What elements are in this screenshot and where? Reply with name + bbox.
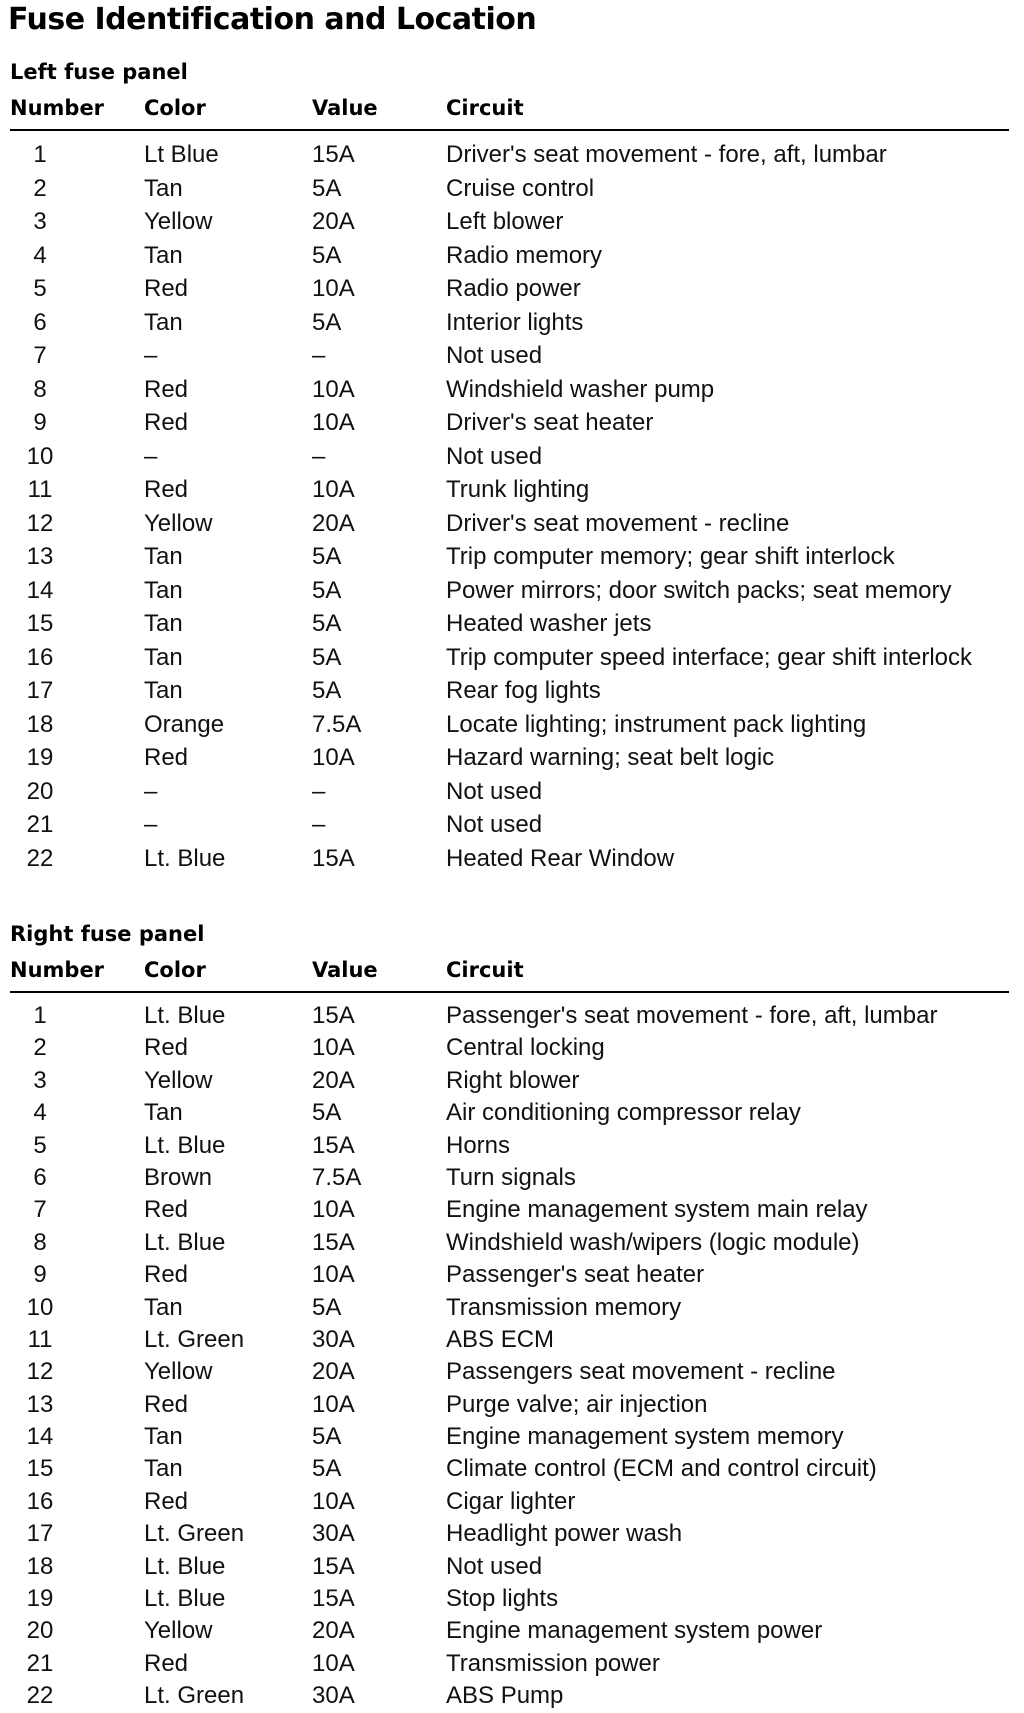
fuse-circuit: Engine management system memory bbox=[446, 1423, 844, 1451]
fuse-value: 10A bbox=[312, 375, 355, 403]
fuse-value: 10A bbox=[312, 1034, 355, 1062]
fuse-circuit: Locate lighting; instrument pack lighting bbox=[446, 710, 867, 738]
fuse-color: Lt Blue bbox=[144, 141, 219, 168]
fuse-value: 10A bbox=[312, 1196, 355, 1224]
fuse-color: Lt. Blue bbox=[144, 844, 226, 872]
fuse-number: 11 bbox=[27, 476, 53, 503]
fuse-value: 15A bbox=[312, 1002, 355, 1029]
fuse-number: 9 bbox=[33, 1261, 47, 1289]
table-row bbox=[0, 1421, 1024, 1453]
fuse-color: Tan bbox=[144, 1423, 183, 1451]
table-row bbox=[0, 607, 1024, 641]
fuse-color: – bbox=[144, 811, 158, 838]
fuse-value: 5A bbox=[312, 1455, 342, 1483]
fuse-number: 12 bbox=[26, 1358, 54, 1386]
table-row bbox=[0, 406, 1024, 440]
fuse-number: 6 bbox=[33, 308, 47, 336]
fuse-circuit: Not used bbox=[446, 342, 543, 369]
fuse-circuit: Radio memory bbox=[446, 241, 603, 269]
fuse-value: 10A bbox=[312, 275, 355, 302]
fuse-number: 3 bbox=[33, 1066, 47, 1094]
fuse-circuit: Rear fog lights bbox=[446, 677, 601, 704]
fuse-circuit: Right blower bbox=[446, 1066, 580, 1094]
table-row bbox=[0, 808, 1024, 842]
table-row bbox=[0, 1615, 1024, 1647]
fuse-color: Lt. Blue bbox=[144, 1131, 226, 1159]
fuse-circuit: Windshield wash/wipers (logic module) bbox=[446, 1228, 860, 1256]
table-row bbox=[0, 1680, 1024, 1712]
fuse-number: 18 bbox=[26, 710, 54, 738]
fuse-circuit: ABS Pump bbox=[446, 1682, 564, 1710]
fuse-color: Red bbox=[144, 1390, 189, 1418]
column-header-value: Value bbox=[312, 96, 378, 120]
table-row bbox=[0, 1000, 1024, 1032]
table-row bbox=[0, 641, 1024, 675]
column-header-circuit: Circuit bbox=[446, 96, 524, 120]
fuse-color: – bbox=[144, 442, 158, 470]
fuse-number: 1 bbox=[33, 1002, 47, 1029]
fuse-number: 4 bbox=[33, 1099, 47, 1127]
fuse-color: Red bbox=[144, 375, 189, 403]
table-row bbox=[0, 574, 1024, 608]
table-row bbox=[0, 306, 1024, 340]
fuse-color: – bbox=[144, 777, 158, 805]
fuse-color: Lt. Blue bbox=[144, 1228, 226, 1256]
table-row bbox=[0, 1130, 1024, 1162]
fuse-circuit: Passenger's seat heater bbox=[446, 1261, 705, 1289]
fuse-color: Tan bbox=[144, 543, 183, 570]
fuse-color: Yellow bbox=[144, 509, 213, 537]
fuse-color: Lt. Blue bbox=[144, 1585, 226, 1613]
fuse-circuit: Radio power bbox=[446, 275, 581, 302]
fuse-circuit: Driver's seat movement - fore, aft, lumbar bbox=[446, 141, 887, 168]
fuse-value: – bbox=[312, 442, 326, 470]
table-row bbox=[0, 1583, 1024, 1615]
fuse-circuit: Hazard warning; seat belt logic bbox=[446, 744, 775, 771]
fuse-color: Red bbox=[144, 1487, 189, 1515]
fuse-number: 2 bbox=[33, 174, 47, 202]
fuse-number: 17 bbox=[26, 1520, 54, 1548]
fuse-value: 30A bbox=[312, 1325, 355, 1353]
fuse-color: Red bbox=[144, 476, 189, 503]
fuse-circuit: Horns bbox=[446, 1131, 511, 1159]
fuse-color: Lt. Green bbox=[144, 1325, 245, 1353]
fuse-color: Brown bbox=[144, 1163, 213, 1191]
fuse-number: 2 bbox=[33, 1034, 47, 1062]
fuse-number: 1 bbox=[33, 141, 47, 168]
table-row bbox=[0, 507, 1024, 541]
column-header-color: Color bbox=[144, 96, 206, 120]
table-row bbox=[0, 1194, 1024, 1226]
fuse-circuit: Climate control (ECM and control circuit) bbox=[446, 1455, 877, 1483]
table-row bbox=[0, 205, 1024, 239]
table-row bbox=[0, 440, 1024, 474]
fuse-color: Yellow bbox=[144, 1066, 213, 1094]
fuse-value: 15A bbox=[312, 1585, 355, 1613]
table-row bbox=[0, 1389, 1024, 1421]
fuse-color: Lt. Green bbox=[144, 1682, 245, 1710]
fuse-circuit: Driver's seat heater bbox=[446, 409, 654, 436]
table-row bbox=[0, 239, 1024, 273]
fuse-number: 19 bbox=[26, 744, 54, 771]
fuse-color: Red bbox=[144, 744, 189, 771]
table-row bbox=[0, 775, 1024, 809]
left-panel-title: Left fuse panel bbox=[10, 60, 188, 84]
fuse-circuit: Heated washer jets bbox=[446, 610, 652, 637]
column-header-color: Color bbox=[144, 958, 206, 982]
fuse-color: Tan bbox=[144, 174, 183, 202]
fuse-number: 21 bbox=[26, 811, 54, 838]
fuse-circuit: Driver's seat movement - recline bbox=[446, 509, 790, 537]
fuse-circuit: Stop lights bbox=[446, 1585, 559, 1613]
fuse-number: 9 bbox=[33, 409, 47, 436]
fuse-color: Lt. Blue bbox=[144, 1552, 226, 1580]
fuse-number: 13 bbox=[26, 543, 54, 570]
fuse-value: 20A bbox=[312, 509, 355, 537]
fuse-number: 22 bbox=[26, 1682, 54, 1710]
table-row bbox=[0, 842, 1024, 876]
fuse-circuit: Power mirrors; door switch packs; seat memory bbox=[446, 576, 952, 604]
fuse-value: 5A bbox=[312, 610, 342, 637]
table-row bbox=[0, 1518, 1024, 1550]
fuse-color: Tan bbox=[144, 643, 183, 671]
fuse-value: 5A bbox=[312, 677, 342, 704]
table-row bbox=[0, 1486, 1024, 1518]
fuse-circuit: Not used bbox=[446, 1552, 543, 1580]
fuse-circuit: Not used bbox=[446, 811, 543, 838]
column-header-circuit: Circuit bbox=[446, 958, 524, 982]
table-row bbox=[0, 373, 1024, 407]
fuse-value: 15A bbox=[312, 1552, 355, 1580]
fuse-color: Tan bbox=[144, 241, 183, 269]
fuse-color: Yellow bbox=[144, 1358, 213, 1386]
fuse-circuit: Transmission power bbox=[446, 1649, 660, 1677]
table-row bbox=[0, 1324, 1024, 1356]
fuse-number: 5 bbox=[33, 275, 47, 302]
fuse-number: 6 bbox=[33, 1163, 47, 1191]
right-fuse-table bbox=[0, 1000, 1024, 1713]
fuse-number: 19 bbox=[26, 1585, 54, 1613]
fuse-value: 10A bbox=[312, 1390, 355, 1418]
table-row bbox=[0, 1162, 1024, 1194]
fuse-value: 7.5A bbox=[312, 710, 362, 738]
fuse-circuit: Windshield washer pump bbox=[446, 375, 715, 403]
fuse-number: 8 bbox=[33, 1228, 47, 1256]
fuse-number: 22 bbox=[26, 844, 54, 872]
fuse-color: Red bbox=[144, 275, 189, 302]
fuse-circuit: Trunk lighting bbox=[446, 476, 590, 503]
fuse-circuit: Engine management system main relay bbox=[446, 1196, 868, 1224]
table-row bbox=[0, 1292, 1024, 1324]
table-row bbox=[0, 1032, 1024, 1064]
column-header-number: Number bbox=[10, 96, 105, 120]
fuse-number: 13 bbox=[26, 1390, 54, 1418]
fuse-number: 16 bbox=[26, 643, 54, 671]
fuse-number: 10 bbox=[26, 442, 54, 470]
fuse-value: 5A bbox=[312, 174, 342, 202]
fuse-circuit: ABS ECM bbox=[446, 1325, 555, 1353]
fuse-number: 18 bbox=[26, 1552, 54, 1580]
fuse-value: 20A bbox=[312, 208, 355, 235]
fuse-color: Tan bbox=[144, 1099, 183, 1127]
fuse-color: Tan bbox=[144, 610, 183, 637]
fuse-color: Lt. Green bbox=[144, 1520, 245, 1548]
fuse-value: 10A bbox=[312, 409, 355, 436]
fuse-value: 15A bbox=[312, 1228, 355, 1256]
fuse-number: 7 bbox=[33, 342, 47, 369]
fuse-number: 8 bbox=[33, 375, 47, 403]
fuse-number: 15 bbox=[26, 1455, 54, 1483]
right-panel-title: Right fuse panel bbox=[10, 922, 205, 946]
table-row bbox=[0, 1065, 1024, 1097]
fuse-circuit: Transmission memory bbox=[446, 1293, 682, 1321]
fuse-circuit: Trip computer memory; gear shift interlock bbox=[446, 543, 895, 570]
table-row bbox=[0, 1227, 1024, 1259]
fuse-value: – bbox=[312, 777, 326, 805]
fuse-color: Lt. Blue bbox=[144, 1002, 226, 1029]
fuse-circuit: Purge valve; air injection bbox=[446, 1390, 708, 1418]
table-row bbox=[0, 138, 1024, 172]
fuse-number: 17 bbox=[26, 677, 54, 704]
table-row bbox=[0, 272, 1024, 306]
fuse-number: 14 bbox=[26, 1423, 54, 1451]
fuse-color: Red bbox=[144, 1649, 189, 1677]
fuse-circuit: Central locking bbox=[446, 1034, 605, 1062]
table-row bbox=[0, 339, 1024, 373]
fuse-number: 20 bbox=[26, 1617, 54, 1645]
table-row bbox=[0, 708, 1024, 742]
fuse-number: 3 bbox=[33, 208, 47, 235]
fuse-circuit: Not used bbox=[446, 442, 543, 470]
fuse-circuit: Trip computer speed interface; gear shift interlock bbox=[446, 643, 973, 671]
fuse-number: 20 bbox=[26, 777, 54, 805]
table-row bbox=[0, 1356, 1024, 1388]
table-row bbox=[0, 674, 1024, 708]
fuse-value: 10A bbox=[312, 744, 355, 771]
table-row bbox=[0, 1648, 1024, 1680]
page-title: Fuse Identification and Location bbox=[8, 2, 537, 37]
header-divider bbox=[10, 129, 1009, 131]
fuse-color: Orange bbox=[144, 710, 225, 738]
fuse-value: 7.5A bbox=[312, 1163, 362, 1191]
column-header-number: Number bbox=[10, 958, 105, 982]
fuse-color: Tan bbox=[144, 308, 183, 336]
fuse-number: 14 bbox=[26, 576, 54, 604]
table-row bbox=[0, 473, 1024, 507]
fuse-circuit: Passenger's seat movement - fore, aft, lumbar bbox=[446, 1002, 938, 1029]
fuse-value: 15A bbox=[312, 1131, 355, 1159]
fuse-circuit: Passengers seat movement - recline bbox=[446, 1358, 836, 1386]
fuse-circuit: Turn signals bbox=[446, 1163, 576, 1191]
fuse-color: Tan bbox=[144, 677, 183, 704]
fuse-color: Yellow bbox=[144, 208, 213, 235]
fuse-value: 10A bbox=[312, 1649, 355, 1677]
fuse-number: 11 bbox=[27, 1325, 53, 1353]
fuse-circuit: Air conditioning compressor relay bbox=[446, 1099, 801, 1127]
fuse-value: 15A bbox=[312, 141, 355, 168]
fuse-number: 10 bbox=[26, 1293, 54, 1321]
fuse-value: 5A bbox=[312, 543, 342, 570]
fuse-color: Red bbox=[144, 1261, 189, 1289]
fuse-color: Yellow bbox=[144, 1617, 213, 1645]
fuse-circuit: Left blower bbox=[446, 208, 564, 235]
fuse-color: Red bbox=[144, 409, 189, 436]
header-divider bbox=[10, 991, 1009, 993]
fuse-number: 4 bbox=[33, 241, 47, 269]
fuse-number: 12 bbox=[26, 509, 54, 537]
fuse-value: 5A bbox=[312, 1293, 342, 1321]
table-row bbox=[0, 172, 1024, 206]
column-header-value: Value bbox=[312, 958, 378, 982]
fuse-color: Red bbox=[144, 1196, 189, 1224]
fuse-value: – bbox=[312, 342, 326, 369]
fuse-number: 16 bbox=[26, 1487, 54, 1515]
fuse-value: 15A bbox=[312, 844, 355, 872]
fuse-circuit: Interior lights bbox=[446, 308, 584, 336]
fuse-value: 30A bbox=[312, 1520, 355, 1548]
fuse-number: 7 bbox=[33, 1196, 47, 1224]
fuse-value: 10A bbox=[312, 1487, 355, 1515]
table-row bbox=[0, 741, 1024, 775]
fuse-value: 5A bbox=[312, 1423, 342, 1451]
fuse-number: 5 bbox=[33, 1131, 47, 1159]
fuse-value: 20A bbox=[312, 1066, 355, 1094]
fuse-value: 30A bbox=[312, 1682, 355, 1710]
fuse-color: Tan bbox=[144, 1455, 183, 1483]
fuse-value: – bbox=[312, 811, 326, 838]
fuse-value: 20A bbox=[312, 1358, 355, 1386]
fuse-value: 5A bbox=[312, 308, 342, 336]
fuse-number: 21 bbox=[26, 1649, 54, 1677]
table-row bbox=[0, 1097, 1024, 1129]
table-row bbox=[0, 1551, 1024, 1583]
fuse-circuit: Engine management system power bbox=[446, 1617, 823, 1645]
fuse-color: Tan bbox=[144, 1293, 183, 1321]
table-row bbox=[0, 540, 1024, 574]
fuse-value: 5A bbox=[312, 643, 342, 671]
fuse-value: 10A bbox=[312, 1261, 355, 1289]
left-fuse-table bbox=[0, 138, 1024, 875]
fuse-circuit: Cigar lighter bbox=[446, 1487, 576, 1515]
table-row bbox=[0, 1259, 1024, 1291]
fuse-value: 5A bbox=[312, 1099, 342, 1127]
fuse-value: 5A bbox=[312, 241, 342, 269]
fuse-value: 10A bbox=[312, 476, 355, 503]
fuse-color: – bbox=[144, 342, 158, 369]
fuse-circuit: Not used bbox=[446, 777, 543, 805]
fuse-circuit: Headlight power wash bbox=[446, 1520, 683, 1548]
fuse-color: Red bbox=[144, 1034, 189, 1062]
fuse-number: 15 bbox=[26, 610, 54, 637]
fuse-value: 5A bbox=[312, 576, 342, 604]
table-row bbox=[0, 1453, 1024, 1485]
fuse-value: 20A bbox=[312, 1617, 355, 1645]
fuse-circuit: Heated Rear Window bbox=[446, 844, 675, 872]
fuse-color: Tan bbox=[144, 576, 183, 604]
fuse-circuit: Cruise control bbox=[446, 174, 595, 202]
